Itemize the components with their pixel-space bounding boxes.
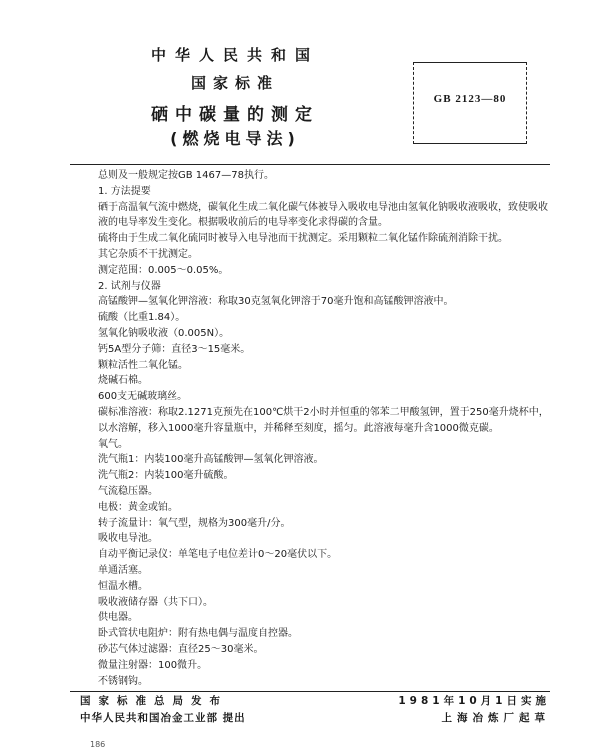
paragraph: 烧碱石棉。 xyxy=(98,375,148,387)
paragraph: 不锈钢钩。 xyxy=(98,675,148,687)
paragraph: 1. 方法提要 xyxy=(98,185,151,197)
paragraph: 吸收电导池。 xyxy=(98,533,158,545)
paragraph: 气流稳压器。 xyxy=(98,485,158,497)
standard-label: 国家标准 xyxy=(190,74,279,92)
paragraph: 600支无碱玻璃丝。 xyxy=(98,391,188,403)
paragraph: 其它杂质不干扰测定。 xyxy=(98,248,198,260)
paragraph: 洗气瓶2：内装100毫升硫酸。 xyxy=(98,470,234,482)
country-name: 中华人民共和国 xyxy=(150,46,319,64)
paragraph: 电极：黄金或铂。 xyxy=(98,501,178,513)
document-title: 硒中碳量的测定 xyxy=(151,105,319,125)
drafter: 上海冶炼厂起草 xyxy=(441,712,550,724)
paragraph: 高锰酸钾—氢氧化钾溶液：称取30克氢氧化钾溶于70毫升饱和高锰酸钾溶液中。 xyxy=(98,296,454,308)
standard-code: GB 2123—80 xyxy=(433,93,507,105)
paragraph: 硫酸（比重1.84）。 xyxy=(98,312,186,324)
paragraph: 转子流量计：氧气型，规格为300毫升/分。 xyxy=(98,517,291,529)
standard-code-box xyxy=(413,62,527,144)
document-body xyxy=(80,168,550,689)
paragraph: 单通活塞。 xyxy=(98,564,148,576)
paragraph: 测定范围：0.005～0.05%。 xyxy=(98,264,229,276)
paragraph: 氢氧化钠吸收液（0.005N）。 xyxy=(98,327,230,339)
paragraph: 总则及一般规定按GB 1467—78执行。 xyxy=(98,170,274,181)
paragraph: 卧式管状电阻炉：附有热电偶与温度自控器。 xyxy=(98,628,298,640)
paragraph: 供电器。 xyxy=(98,612,138,624)
paragraph: 碳标准溶液：称取2.1271克预先在100℃烘干2小时并恒重的邻苯二甲酸氢钾，置于250毫升烧杯中，以水溶解，移入1000毫升容量瓶中，并稀释至刻度，摇匀。此溶液每毫升含1000微克碳。 xyxy=(98,406,549,434)
issuer: 国家标准总局发布 xyxy=(80,695,228,707)
paragraph: 自动平衡记录仪：单笔电子电位差计0～20毫伏以下。 xyxy=(98,549,338,561)
paragraph: 钙5A型分子筛：直径3～15毫米。 xyxy=(98,343,251,355)
page-number: 186 xyxy=(90,740,106,749)
effective-date: 1981年10月1日实施 xyxy=(398,695,550,707)
paragraph: 吸收液储存器（共下口）。 xyxy=(98,596,213,608)
paragraph: 洗气瓶1：内装100毫升高锰酸钾—氢氧化钾溶液。 xyxy=(98,454,324,466)
proposer: 中华人民共和国冶金工业部 提出 xyxy=(80,712,246,724)
paragraph: 恒温水槽。 xyxy=(98,580,148,592)
footer-divider xyxy=(70,691,550,692)
paragraph: 硒于高温氧气流中燃烧，碳氧化生成二氧化碳气体被导入吸收电导池由氢氧化钠吸收液吸收，致使吸收液的电导率发生变化。根据吸收前后的电导率变化求得碳的含量。 xyxy=(98,201,548,229)
paragraph: 颗粒活性二氧化锰。 xyxy=(98,359,188,371)
header-divider xyxy=(70,164,550,165)
paragraph: 2. 试剂与仪器 xyxy=(98,280,161,292)
paragraph: 砂芯气体过滤器：直径25～30毫米。 xyxy=(98,643,264,655)
paragraph: 氧气。 xyxy=(98,438,128,450)
paragraph: 硫将由于生成二氧化硫同时被导入电导池而干扰测定。采用颗粒二氧化锰作除硫剂消除干扰。 xyxy=(98,233,508,245)
paragraph: 微量注射器：100微升。 xyxy=(98,659,208,671)
document-header xyxy=(0,0,600,170)
document-subtitle: (燃烧电导法) xyxy=(170,129,300,148)
